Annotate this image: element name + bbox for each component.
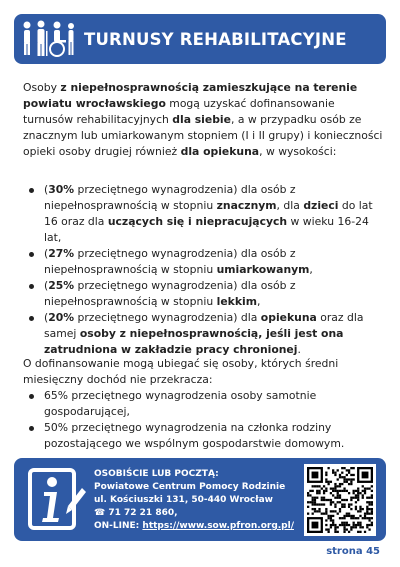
contact-box <box>14 458 386 541</box>
phone-number: 71 72 21 860, <box>108 508 178 518</box>
income-list <box>23 388 383 452</box>
intro-paragraph: Osoby z niepełnosprawnością zamieszkujące na terenie powiatu wrocławskiego mogą uzyskać dofinansowanie turnusów rehabilitacyjnych dla siebie, a w przypadku osób ze znacznym lub umiarkowanym stopniem (I i II grupy) i konieczności opieki osoby drugiej również dla opiekuna, w wysokości: <box>23 81 383 158</box>
phone-icon: ☎ <box>94 508 109 518</box>
list-item: (25% przeciętnego wynagrodzenia) dla osób z niepełnosprawnością w stopniu lekkim, <box>23 278 383 310</box>
rate-list <box>23 182 383 358</box>
info-document-icon <box>24 466 88 534</box>
list-item: (20% przeciętnego wynagrodzenia) dla opiekuna oraz dla samej osoby z niepełnosprawnością, jeśli jest ona zatrudniona w zakładzie pracy chronionej. <box>23 310 383 358</box>
list-item: 50% przeciętnego wynagrodzenia na członka rodziny pozostającego we wspólnym gospodarstwie domowym. <box>23 420 383 452</box>
online-label: ON-LINE: <box>94 521 140 531</box>
title-banner <box>14 14 386 64</box>
income-lead: O dofinansowanie mogą ubiegać się osoby, których średni miesięczny dochód nie przekracza: <box>23 357 339 386</box>
contact-heading: OSOBIŚCIE LUB POCZTĄ: <box>94 469 219 479</box>
list-item: (27% przeciętnego wynagrodzenia) dla osób z niepełnosprawnością w stopniu umiarkowanym, <box>23 246 383 278</box>
qr-code-icon <box>304 464 376 536</box>
income-section <box>23 356 383 452</box>
pfron-link[interactable]: https://www.sow.pfron.org.pl/ <box>142 521 294 531</box>
page-title: TURNUSY REHABILITACYJNE <box>84 29 347 49</box>
organization-name: Powiatowe Centrum Pomocy Rodzinie <box>94 482 286 492</box>
list-item: 65% przeciętnego wynagrodzenia osoby samotnie gospodarującej, <box>23 388 383 420</box>
list-item: (30% przeciętnego wynagrodzenia) dla osób z niepełnosprawnością w stopniu znacznym, dla dzieci do lat 16 oraz dla uczących się i niepracujących w wieku 16-24 lat, <box>23 182 383 246</box>
page-number: strona 45 <box>326 546 380 557</box>
disability-people-icon <box>14 14 84 64</box>
address: ul. Kościuszki 131, 50-440 Wrocław <box>94 495 273 505</box>
